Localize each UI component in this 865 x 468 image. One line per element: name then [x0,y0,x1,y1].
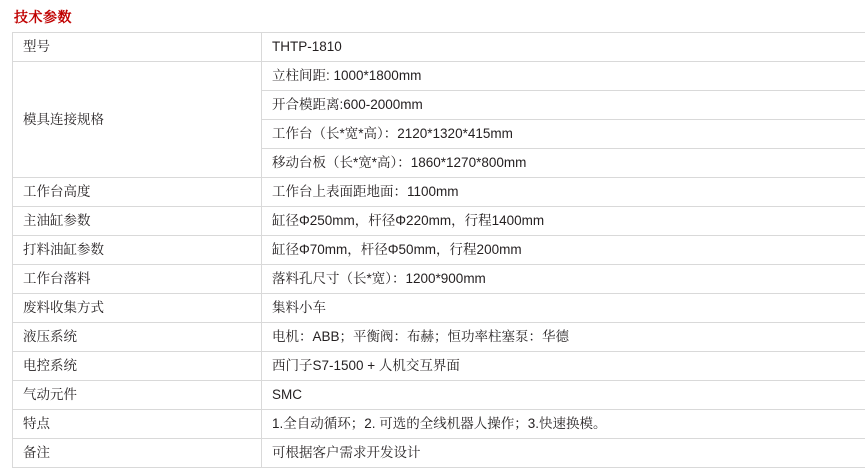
row-value: 缸径Φ250mm，杆径Φ220mm，行程1400mm [262,207,865,236]
technical-parameters-table [12,32,865,468]
row-label: 打料油缸参数 [13,236,262,265]
row-label: 电控系统 [13,352,262,381]
page-title: 技术参数 [14,8,853,26]
row-value: SMC [262,381,865,410]
row-value: 落料孔尺寸（长*宽）：1200*900mm [262,265,865,294]
row-label: 废料收集方式 [13,294,262,323]
row-value: 可根据客户需求开发设计 [262,439,865,468]
row-value: 电机：ABB；平衡阀：布赫；恒功率柱塞泵：华德 [262,323,865,352]
table-row [13,352,865,381]
row-label: 备注 [13,439,262,468]
table-row [13,62,865,91]
row-value: 开合模距离:600-2000mm [262,91,865,120]
table-body [13,33,865,468]
row-label: 液压系统 [13,323,262,352]
row-label: 工作台高度 [13,178,262,207]
table-row [13,33,865,62]
row-value: 工作台上表面距地面：1100mm [262,178,865,207]
row-label: 主油缸参数 [13,207,262,236]
table-row [13,178,865,207]
row-value: THTP-1810 [262,33,865,62]
row-label: 特点 [13,410,262,439]
row-value: 1.全自动循环；2. 可选的全线机器人操作；3.快速换模。 [262,410,865,439]
table-row [13,207,865,236]
table-row [13,439,865,468]
row-label: 型号 [13,33,262,62]
table-row [13,294,865,323]
table-row [13,381,865,410]
row-label: 模具连接规格 [13,62,262,178]
row-value: 工作台（长*宽*高）：2120*1320*415mm [262,120,865,149]
table-row [13,410,865,439]
row-value: 移动台板（长*宽*高）：1860*1270*800mm [262,149,865,178]
table-row [13,236,865,265]
row-label: 气动元件 [13,381,262,410]
table-row [13,265,865,294]
row-value: 立柱间距: 1000*1800mm [262,62,865,91]
row-value: 西门子S7-1500 + 人机交互界面 [262,352,865,381]
row-value: 集料小车 [262,294,865,323]
table-row [13,323,865,352]
row-label: 工作台落料 [13,265,262,294]
row-value: 缸径Φ70mm，杆径Φ50mm，行程200mm [262,236,865,265]
